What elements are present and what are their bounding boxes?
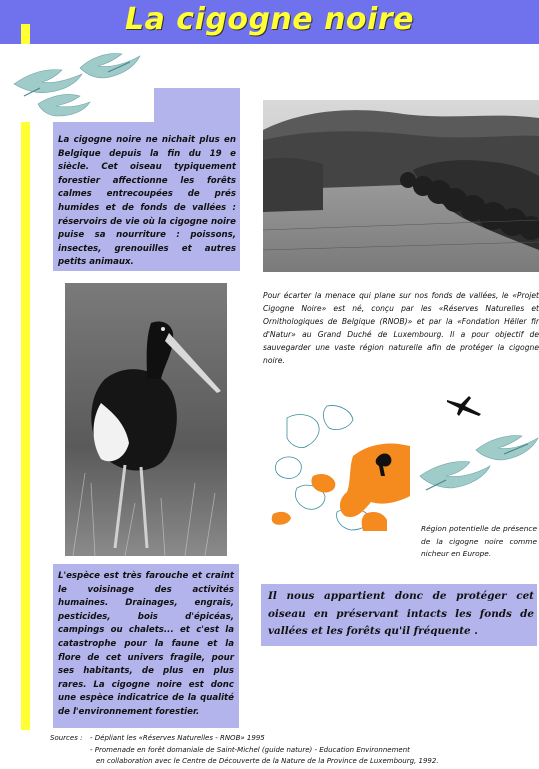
sources-line-2 xyxy=(50,745,530,757)
flying-black-stork-icon xyxy=(447,394,481,418)
page-title: La cigogne noire xyxy=(125,2,414,37)
source-item: - Dépliant les «Réserves Naturelles - RNOB» 1995 xyxy=(90,734,265,742)
source-item: - Promenade en forêt domaniale de Saint-Michel (guide nature) - Education Environnement xyxy=(90,745,410,754)
side-bar xyxy=(21,24,30,730)
conclusion-paragraph: Il nous appartient donc de protéger cet oiseau en préservant intacts les fonds de vallées et les forêts qu'il fréquente . xyxy=(268,590,534,637)
project-paragraph: Pour écarter la menace qui plane sur nos fonds de vallées, le «Projet Cigogne Noire» est né, conçu par les «Réserves Naturelles et Ornithologiques de Belgique (RNOB)» et par la «Fondation Hëller fir d'Natur» au Grand Duché de Luxembourg. Il a pour objectif de sauvegarder une vaste région naturelle afin de protéger la cigogne noire. xyxy=(263,291,539,365)
sources-label: Sources : xyxy=(50,734,83,742)
map-caption: Région potentielle de présence de la cigogne noire comme nicheur en Europe. xyxy=(421,524,537,559)
valley-photo xyxy=(263,100,539,272)
sources-line-3 xyxy=(50,756,530,768)
threats-paragraph: L'espèce est très farouche et craint le voisinage des activités humaines. Drainages, engrais, pesticides, bois d'épicéas, campings ou chalets... et c'est la catastrophe pour la faune et la flore de cet univers fragile, pour ses habitants, de plus en plus rares. La cigogne noire est donc une espèce indicatrice de la qualité de l'environnement forestier. xyxy=(58,571,234,717)
sources-line-1 xyxy=(50,733,530,745)
source-item: en collaboration avec le Centre de Découverte de la Nature de la Province de Luxembourg, 1992. xyxy=(96,757,439,765)
europe-range-map xyxy=(267,402,410,531)
flying-storks-drawing xyxy=(10,44,154,122)
flying-storks-drawing-small xyxy=(418,430,539,506)
intro-paragraph: La cigogne noire ne nichait plus en Belgique depuis la fin du 19 e siècle. Cet oiseau typiquement forestier affectionne les forêts calmes entrecoupées de prés humides et de fonds de vallées : réservoirs de vie où la cigogne noire puise sa nourriture : poissons, insectes, grenouilles et autres petits animaux. xyxy=(58,135,236,268)
sources-block xyxy=(50,733,530,768)
black-stork-photo xyxy=(65,283,227,556)
